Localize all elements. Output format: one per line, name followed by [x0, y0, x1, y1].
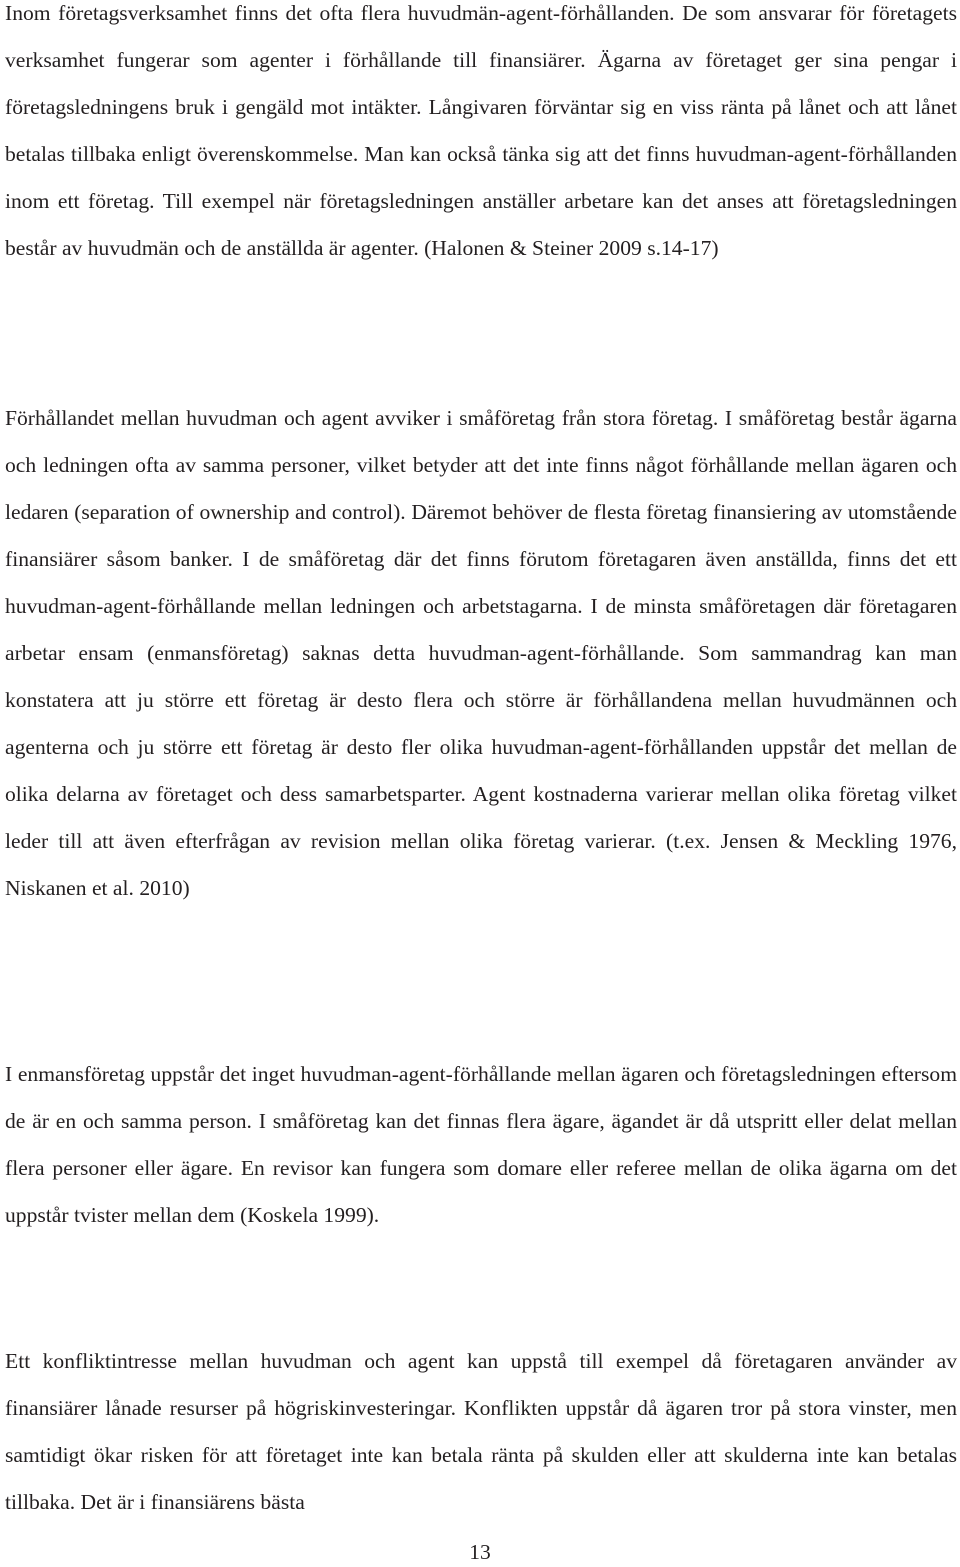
- paragraph-small-business-differences: Förhållandet mellan huvudman och agent avviker i småföretag från stora företag. I småföretag består ägarna och ledningen ofta av samma personer, vilket betyder att det inte finns något förhållande mellan ägaren och ledaren (separation of ownership and control). Däremot behöver de flesta företag finansiering av utomstående finansiärer såsom banker. I de småföretag där det finns förutom företagaren även anställda, finns det ett huvudman-agent-förhållande mellan ledningen och arbetstagarna. I de minsta småföretagen där företagaren arbetar ensam (enmansföretag) saknas detta huvudman-agent-förhållande. Som sammandrag kan man konstatera att ju större ett företag är desto flera och större är förhållandena mellan huvudmännen och agenterna och ju större ett företag är desto fler olika huvudman-agent-förhållanden uppstår det mellan de olika delarna av företaget och dess samarbetsparter. Agent kostnaderna varierar mellan olika företag vilket leder till att även efterfrågan av revision mellan olika företag varierar. (t.ex. Jensen & Meckling 1976, Niskanen et al. 2010): [5, 406, 957, 900]
- paragraph-conflict-of-interest: Ett konfliktintresse mellan huvudman och agent kan uppstå till exempel då företagaren använder av finansiärer lånade resurser på högriskinvesteringar. Konflikten uppstår då ägaren tror på stora vinster, men samtidigt ökar risken för att företaget inte kan betala ränta på skulden eller att skulderna inte kan betalas tillbaka. Det är i finansiärens bästa: [5, 1349, 957, 1514]
- paragraph-sole-proprietorship: I enmansföretag uppstår det inget huvudman-agent-förhållande mellan ägaren och företagsledningen eftersom de är en och samma person. I småföretag kan det finnas flera ägare, ägandet är då utspritt eller delat mellan flera personer eller ägare. En revisor kan fungera som domare eller referee mellan de olika ägarna om det uppstår tvister mellan dem (Koskela 1999).: [5, 1062, 957, 1227]
- paragraph-principal-agent-relations: Inom företagsverksamhet finns det ofta flera huvudmän-agent-förhållanden. De som ansvarar för företagets verksamhet fungerar som agenter i förhållande till finansiärer. Ägarna av företaget ger sina pengar i företagsledningens bruk i gengäld mot intäkter. Långivaren förväntar sig en viss ränta på lånet och att lånet betalas tillbaka enligt överenskommelse. Man kan också tänka sig att det finns huvudman-agent-förhållanden inom ett företag. Till exempel när företagsledningen anställer arbetare kan det anses att företagsledningen består av huvudmän och de anställda är agenter. (Halonen & Steiner 2009 s.14-17): [5, 1, 957, 260]
- page-number: 13: [469, 1540, 491, 1564]
